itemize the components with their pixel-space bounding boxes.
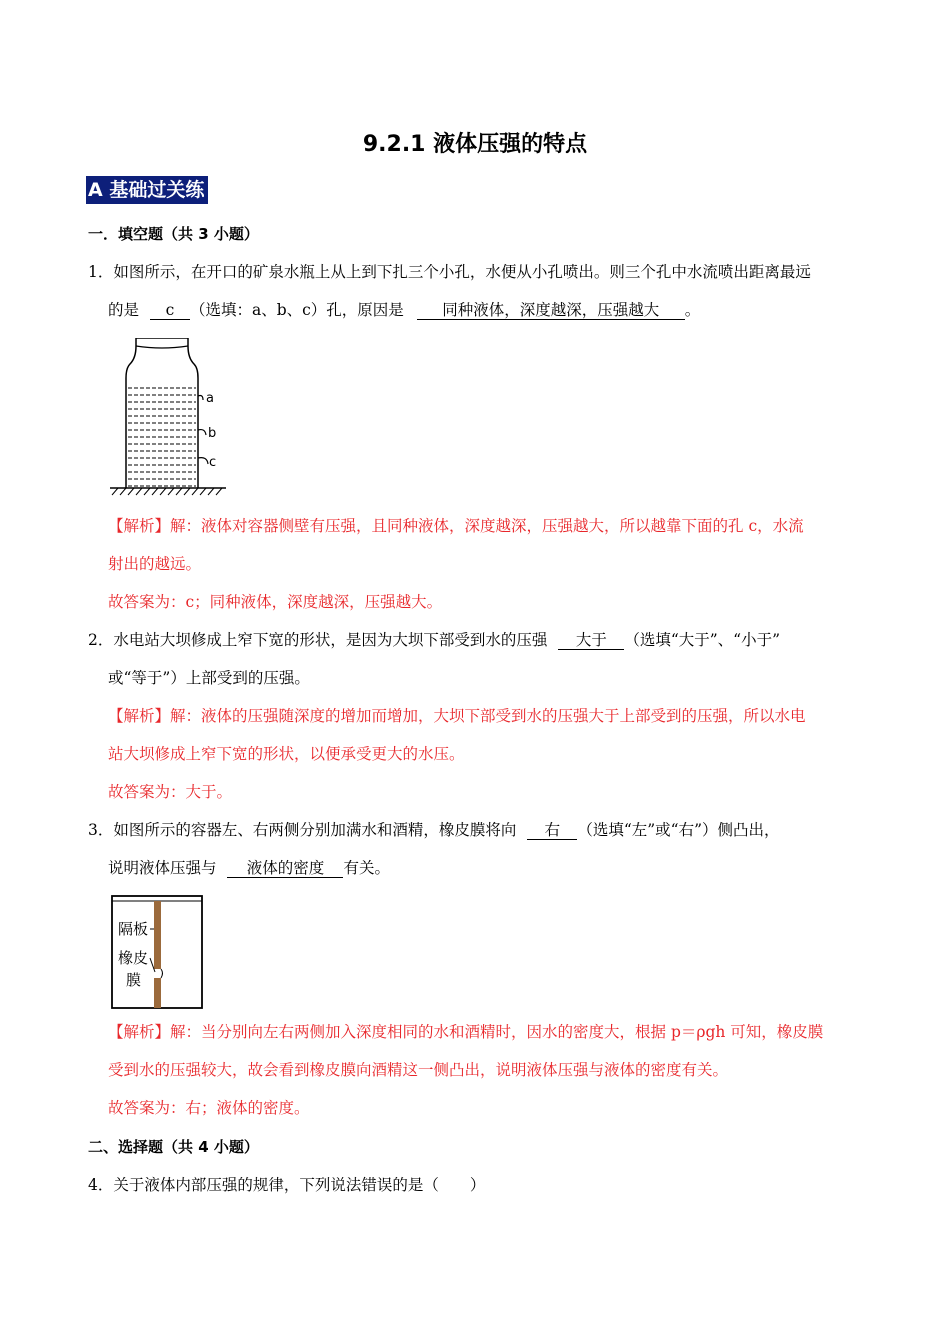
q3-stem-post: （选填“左”或“右”）侧凸出，: [577, 821, 780, 839]
q3-analysis-tag: 【解析】: [108, 1023, 171, 1041]
q4-stem: 关于液体内部压强的规律，下列说法错误的是（ ）: [113, 1176, 486, 1194]
q1-line2: [108, 300, 700, 320]
section-badge: A 基础过关练: [86, 176, 208, 204]
q1-final-answer: 故答案为：c；同种液体，深度越深，压强越大。: [108, 593, 443, 611]
page-title: 9.2.1 液体压强的特点: [362, 132, 588, 157]
q2-answer-blank: 大于: [558, 631, 624, 650]
q2-analysis-line2: 站大坝修成上窄下宽的形状，以便承受更大的水压。: [108, 745, 465, 763]
q1-analysis-text-1: 解：液体对容器侧壁有压强，且同种液体，深度越深，压强越大，所以越靠下面的孔 c，水流: [170, 517, 804, 535]
q1-stem-end: 。: [684, 301, 701, 319]
q3-stem2-pre: 说明液体压强与: [108, 859, 217, 877]
q3-label-membrane-1: 橡皮: [118, 949, 149, 967]
q1-answer-blank-2: 同种液体，深度越深，压强越大: [417, 301, 685, 320]
q1-answer-blank-1: c: [150, 301, 190, 320]
q1-hole-label-c: c: [209, 455, 217, 470]
q3-answer-blank-2: 液体的密度: [227, 859, 343, 878]
q2-analysis-tag: 【解析】: [108, 707, 171, 725]
q1-stem-pre: 的是: [108, 301, 140, 319]
part1-heading: 一．填空题（共 3 小题）: [88, 225, 259, 243]
q2-stem-pre: 水电站大坝修成上窄下宽的形状，是因为大坝下部受到水的压强: [113, 631, 548, 649]
q1-number: 1．: [88, 263, 114, 281]
q4-line1: [88, 1175, 485, 1195]
q1-stem-mid: （选填：a、b、c）孔，原因是: [189, 301, 404, 319]
q3-label-partition: 隔板: [118, 920, 149, 938]
q3-analysis-line2: 受到水的压强较大，故会看到橡皮膜向酒精这一侧凸出，说明液体压强与液体的密度有关。: [108, 1061, 729, 1079]
q1-analysis-line2: 射出的越远。: [108, 555, 202, 573]
q1-hole-label-b: b: [208, 426, 217, 441]
q1-bottle-figure: [108, 338, 238, 498]
q4-number: 4．: [88, 1176, 114, 1194]
q3-container-figure: [108, 892, 208, 1012]
q2-line1: [88, 630, 780, 650]
q2-analysis-text-1: 解：液体的压强随深度的增加而增加，大坝下部受到水的压强大于上部受到的压强，所以水电: [170, 707, 806, 725]
q2-final-answer: 故答案为：大于。: [108, 783, 233, 801]
q2-line2: 或“等于”）上部受到的压强。: [108, 669, 310, 687]
q3-line2: [108, 858, 390, 878]
q3-stem2-post: 有关。: [343, 859, 390, 877]
q3-final-answer: 故答案为：右；液体的密度。: [108, 1099, 310, 1117]
q3-answer-blank-1: 右: [527, 821, 577, 840]
q3-analysis-line1: [108, 1022, 823, 1042]
q1-hole-label-a: a: [206, 391, 214, 406]
q1-analysis-tag: 【解析】: [108, 517, 171, 535]
q2-analysis-line1: [108, 706, 806, 726]
q1-analysis-line1: [108, 516, 804, 536]
q2-stem-post: （选填“大于”、“小于”: [624, 631, 781, 649]
q3-label-membrane-2: 膜: [126, 971, 142, 989]
part2-heading: 二、选择题（共 4 小题）: [88, 1138, 259, 1156]
q1-stem-line1: 如图所示，在开口的矿泉水瓶上从上到下扎三个小孔，水便从小孔喷出。则三个孔中水流喷出距离最远: [113, 263, 811, 281]
q2-number: 2．: [88, 631, 114, 649]
q3-line1: [88, 820, 780, 840]
q1-line1: [88, 262, 811, 282]
q3-analysis-text-1: 解：当分别向左右两侧加入深度相同的水和酒精时，因水的密度大，根据 p＝ρgh 可知，橡皮膜: [170, 1023, 824, 1041]
q3-stem-pre: 如图所示的容器左、右两侧分别加满水和酒精，橡皮膜将向: [113, 821, 517, 839]
q3-number: 3．: [88, 821, 114, 839]
